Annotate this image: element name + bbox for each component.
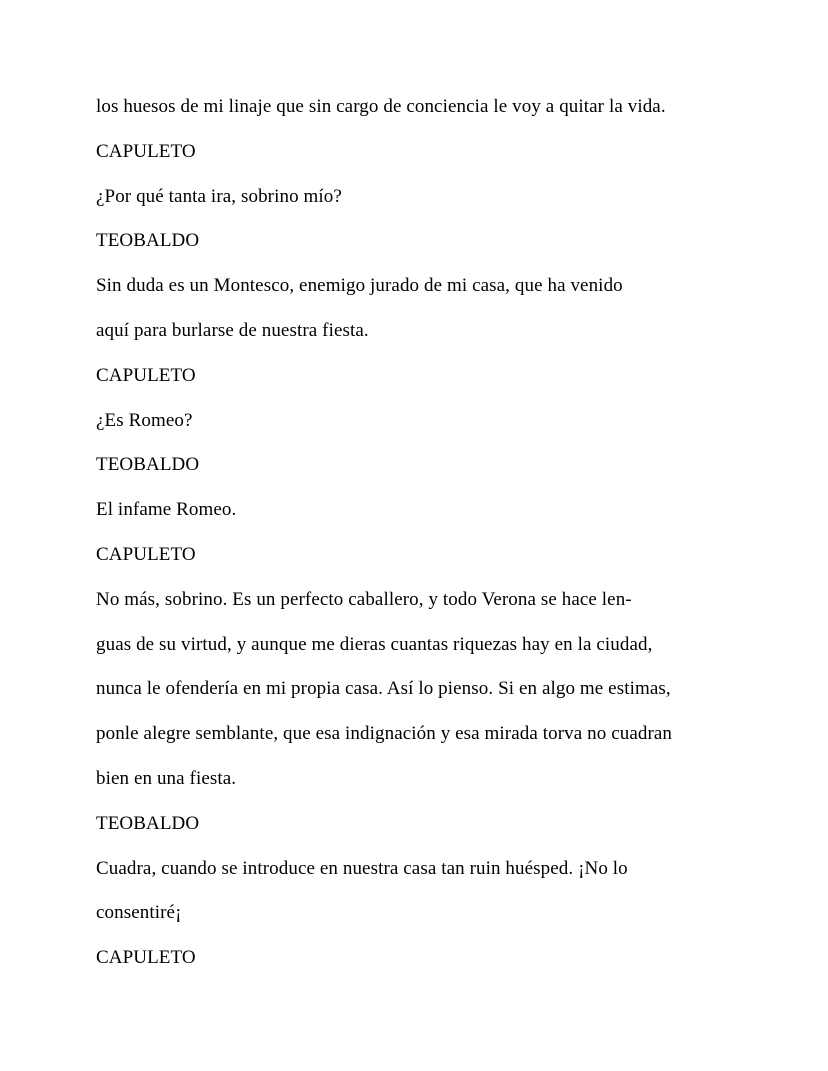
- document-text-block: [96, 85, 748, 981]
- dialogue-line: ¿Es Romeo?: [96, 409, 193, 431]
- dialogue-line: los huesos de mi linaje que sin cargo de conciencia le voy a quitar la vida.: [96, 96, 666, 117]
- dialogue-line: ponle alegre semblante, que esa indignación y esa mirada torva no cuadran: [96, 723, 673, 745]
- speaker-name-line: TEOBALDO: [96, 812, 200, 834]
- dialogue-line: Sin duda es un Montesco, enemigo jurado de mi casa, que ha venido: [96, 275, 623, 297]
- dialogue-line: nunca le ofendería en mi propia casa. Así lo pienso. Si en algo me estimas,: [96, 678, 671, 700]
- dialogue-line: guas de su virtud, y aunque me dieras cuantas riquezas hay en la ciudad,: [96, 633, 653, 655]
- speaker-name-line: CAPULETO: [96, 543, 196, 565]
- dialogue-line: aquí para burlarse de nuestra fiesta.: [96, 319, 369, 341]
- dialogue-line: El infame Romeo.: [96, 499, 237, 521]
- dialogue-line: ¿Por qué tanta ira, sobrino mío?: [96, 185, 342, 207]
- speaker-name-line: CAPULETO: [96, 140, 196, 162]
- dialogue-line: bien en una fiesta.: [96, 767, 237, 789]
- speaker-name-line: CAPULETO: [96, 947, 196, 969]
- dialogue-line: consentiré¡: [96, 902, 182, 924]
- speaker-name-line: CAPULETO: [96, 364, 196, 386]
- dialogue-line: Cuadra, cuando se introduce en nuestra casa tan ruin huésped. ¡No lo: [96, 857, 628, 879]
- speaker-name-line: TEOBALDO: [96, 454, 200, 476]
- dialogue-line: No más, sobrino. Es un perfecto caballero, y todo Verona se hace len-: [96, 588, 632, 610]
- speaker-name-line: TEOBALDO: [96, 230, 200, 252]
